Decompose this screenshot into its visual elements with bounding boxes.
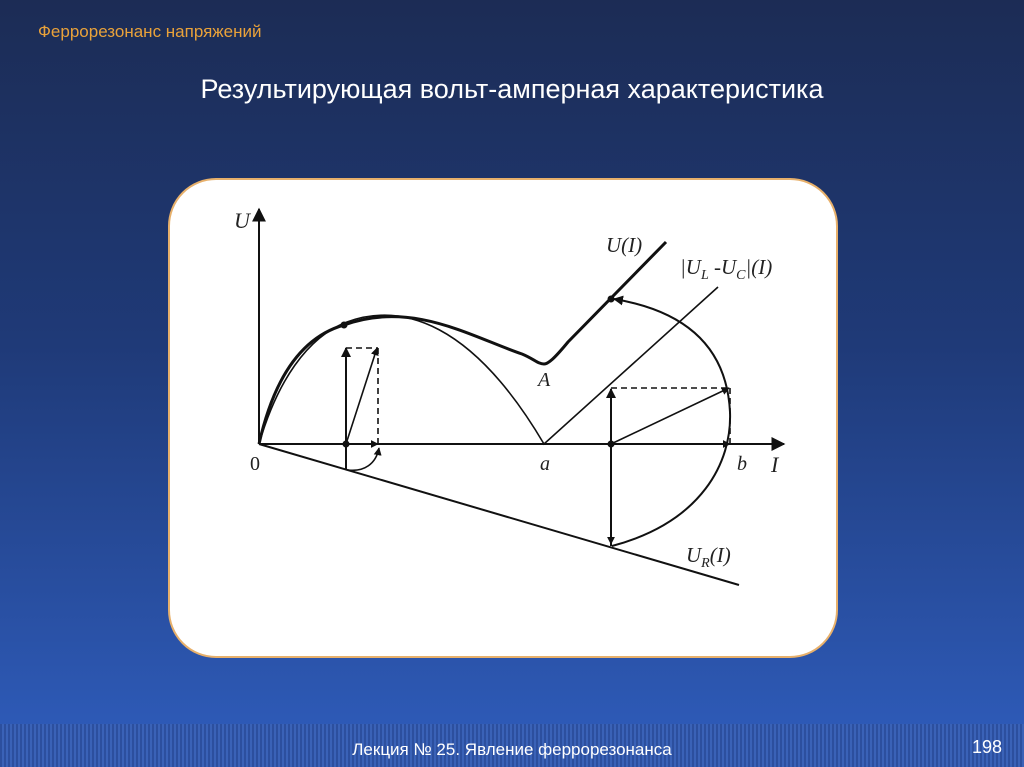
ul-uc-curve xyxy=(259,287,718,444)
ur-label: $U_R(I)$ xyxy=(686,543,731,571)
vac-diagram xyxy=(170,180,838,658)
dot-left-top xyxy=(341,322,348,329)
dot-right-top xyxy=(608,296,615,303)
section-title: Феррорезонанс напряжений xyxy=(38,22,262,41)
figure-card xyxy=(168,178,838,658)
dot-left-axis xyxy=(343,441,350,448)
footer-caption: Лекция № 25. Явление феррорезонанса xyxy=(352,740,672,759)
point-a-label: a xyxy=(540,453,550,475)
ul-uc-label: $|U_L$ $-U_C|(I)$ xyxy=(680,255,773,283)
point-A-label: A xyxy=(538,369,551,391)
left-small-arc xyxy=(348,448,379,470)
u-curve xyxy=(259,242,666,444)
point-b-label: b xyxy=(737,453,747,475)
u-axis-label: U xyxy=(234,208,250,233)
slide-title: Результирующая вольт-амперная характеристика xyxy=(200,74,824,104)
ur-line xyxy=(259,444,739,585)
origin-label: 0 xyxy=(250,453,260,475)
i-axis-label: I xyxy=(771,452,779,477)
u-curve-label: U(I) xyxy=(606,233,643,257)
dot-right-axis xyxy=(608,441,615,448)
jump-arc xyxy=(612,299,730,546)
page-number: 198 xyxy=(971,737,1002,757)
left-diagonal-arrow xyxy=(346,348,377,444)
right-diagonal-arrow xyxy=(611,388,729,444)
